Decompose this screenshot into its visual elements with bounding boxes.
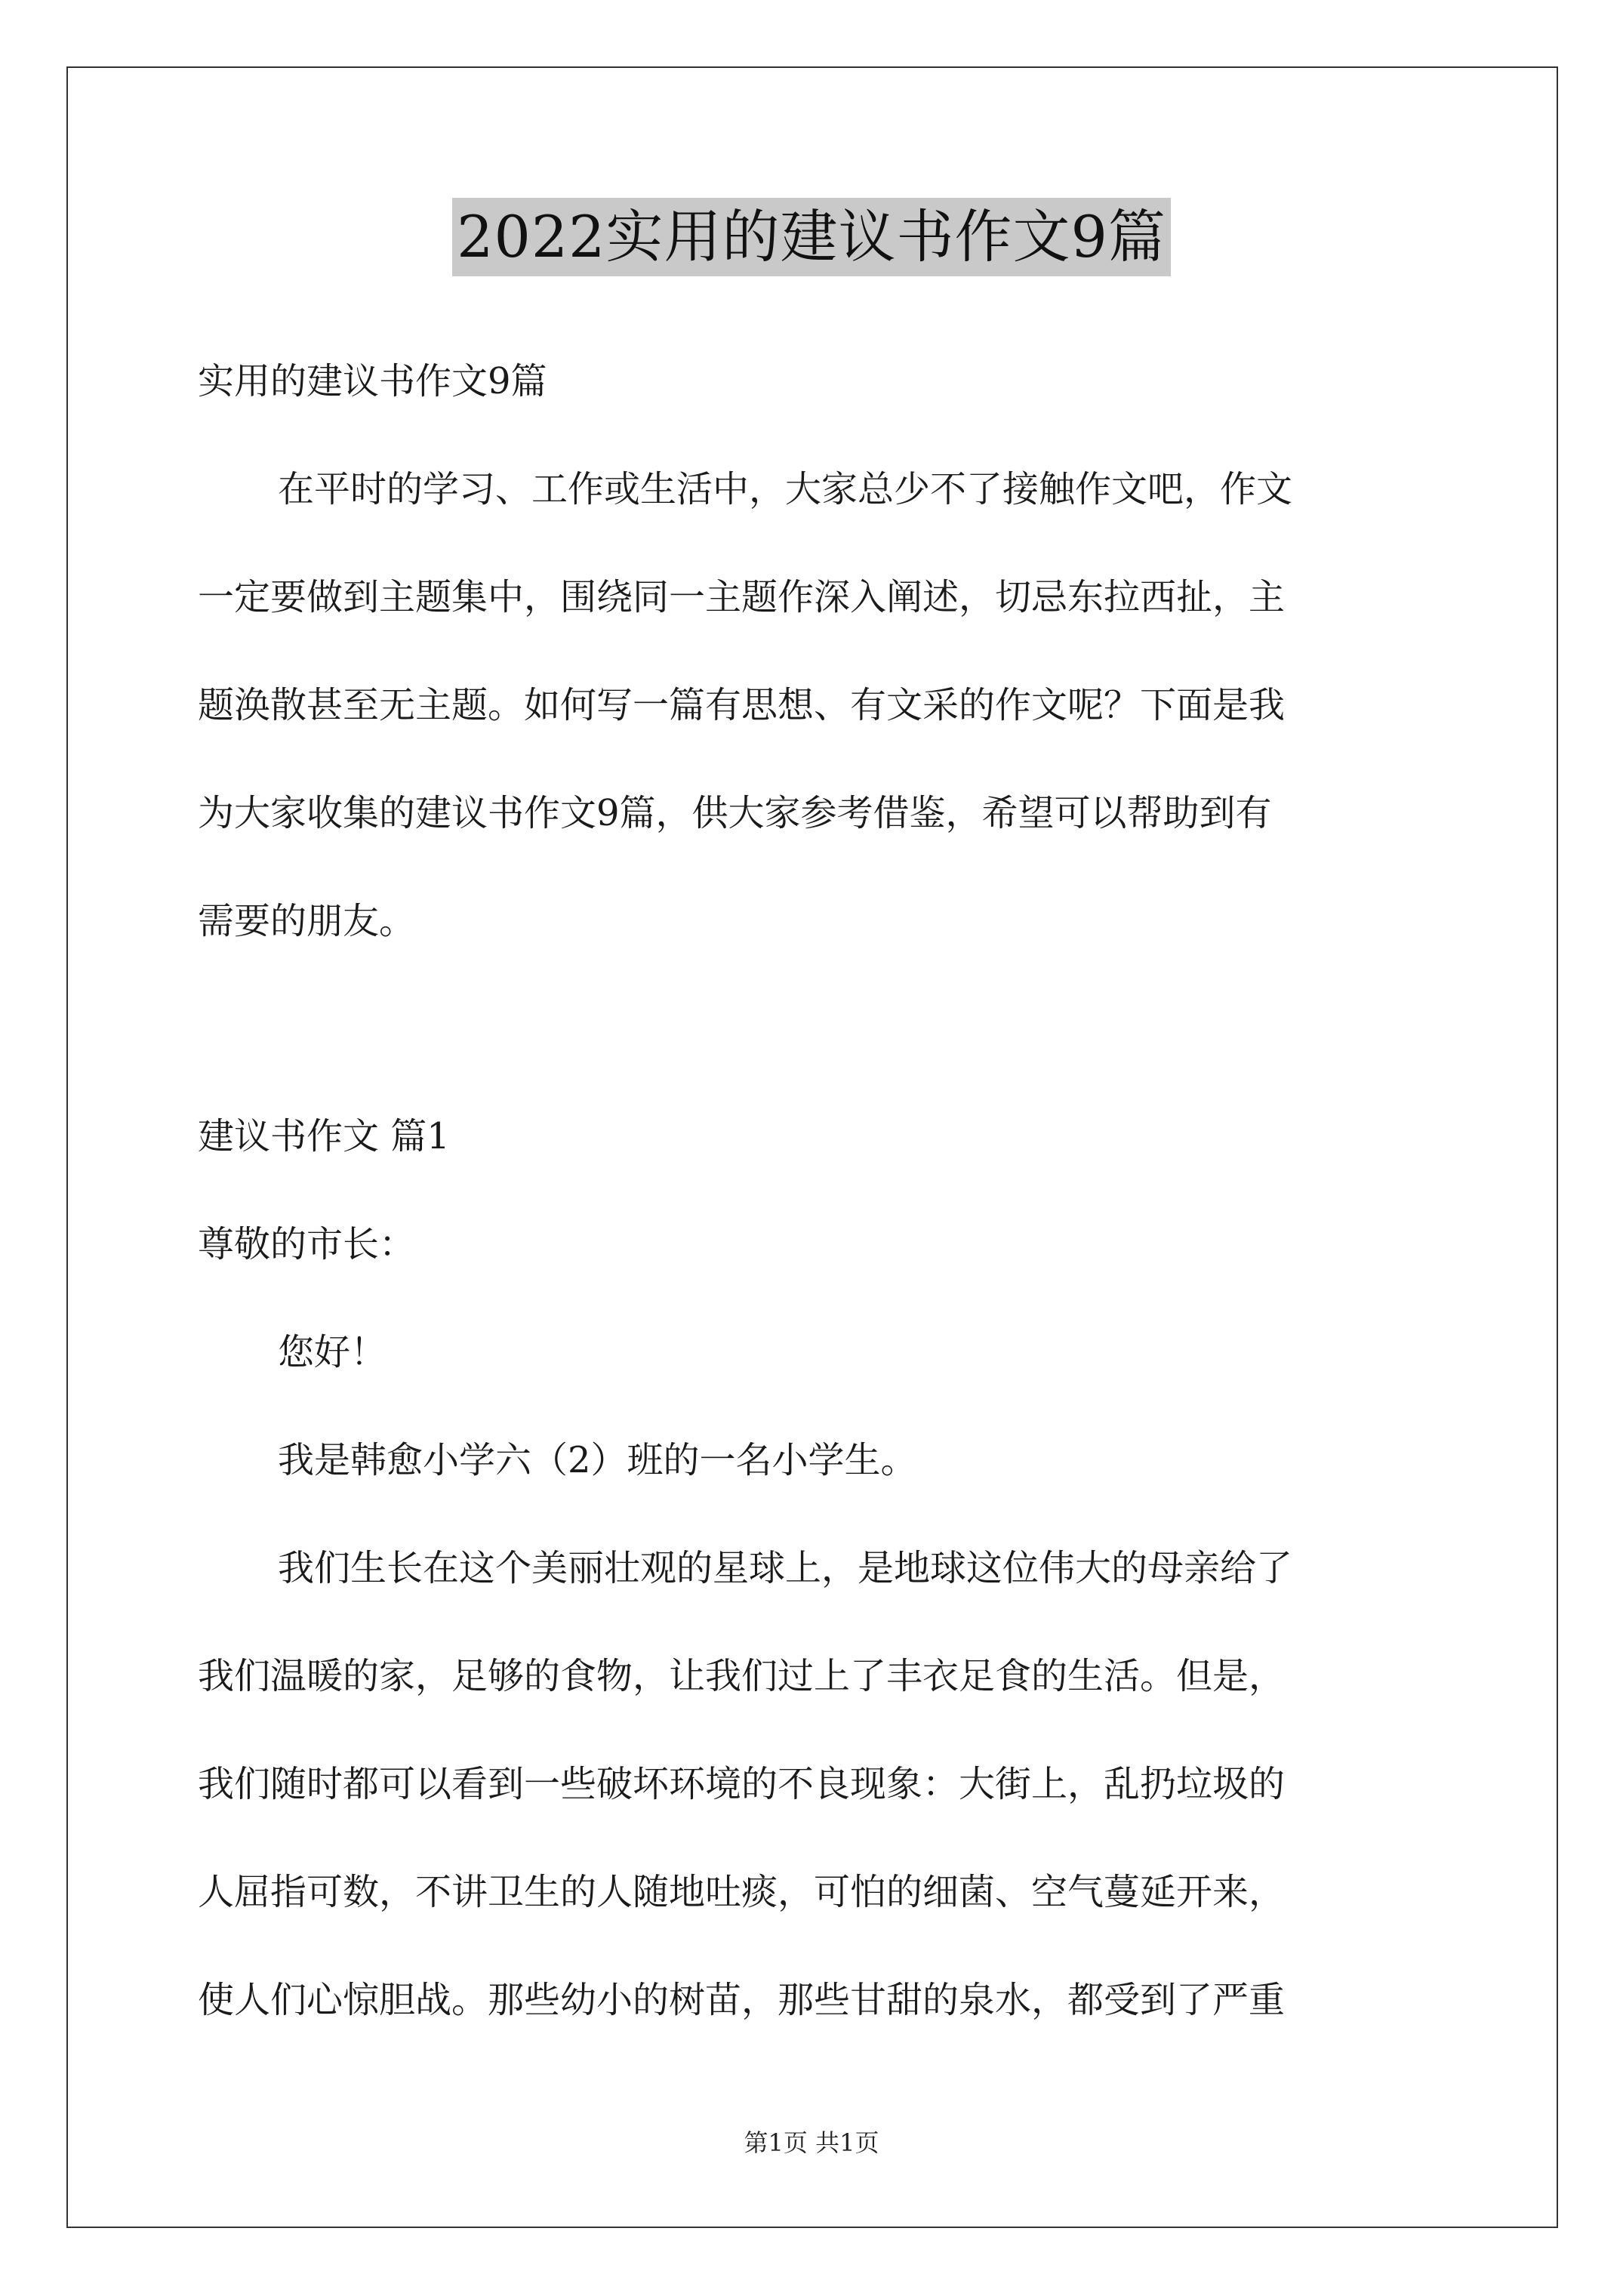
title-container [0, 198, 1623, 276]
self-intro: 我是韩愈小学六（2）班的一名小学生。 [278, 1439, 917, 1481]
salutation: 尊敬的市长： [198, 1223, 416, 1265]
document-subtitle: 实用的建议书作文9篇 [198, 360, 547, 402]
intro-line: 需要的朋友。 [198, 900, 416, 942]
section-heading: 建议书作文 篇1 [198, 1115, 450, 1157]
intro-line: 一定要做到主题集中，围绕同一主题作深入阐述，切忌东拉西扯，主 [198, 576, 1286, 618]
body-line: 我们生长在这个美丽壮观的星球上，是地球这位伟大的母亲给了 [278, 1547, 1293, 1589]
intro-line: 题涣散甚至无主题。如何写一篇有思想、有文采的作文呢？下面是我 [198, 684, 1286, 726]
intro-line: 在平时的学习、工作或生活中，大家总少不了接触作文吧，作文 [278, 468, 1293, 510]
body-line: 人屈指可数，不讲卫生的人随地吐痰，可怕的细菌、空气蔓延开来， [198, 1871, 1286, 1913]
intro-line: 为大家收集的建议书作文9篇，供大家参考借鉴，希望可以帮助到有 [198, 792, 1272, 834]
page-footer: 第1页 共1页 [744, 2128, 879, 2157]
document-title: 2022实用的建议书作文9篇 [452, 198, 1171, 276]
body-line: 我们随时都可以看到一些破坏环境的不良现象：大街上，乱扔垃圾的 [198, 1763, 1286, 1805]
greeting: 您好！ [278, 1331, 387, 1373]
body-line: 我们温暖的家，足够的食物，让我们过上了丰衣足食的生活。但是， [198, 1655, 1286, 1697]
body-line: 使人们心惊胆战。那些幼小的树苗，那些甘甜的泉水，都受到了严重 [198, 1979, 1286, 2021]
